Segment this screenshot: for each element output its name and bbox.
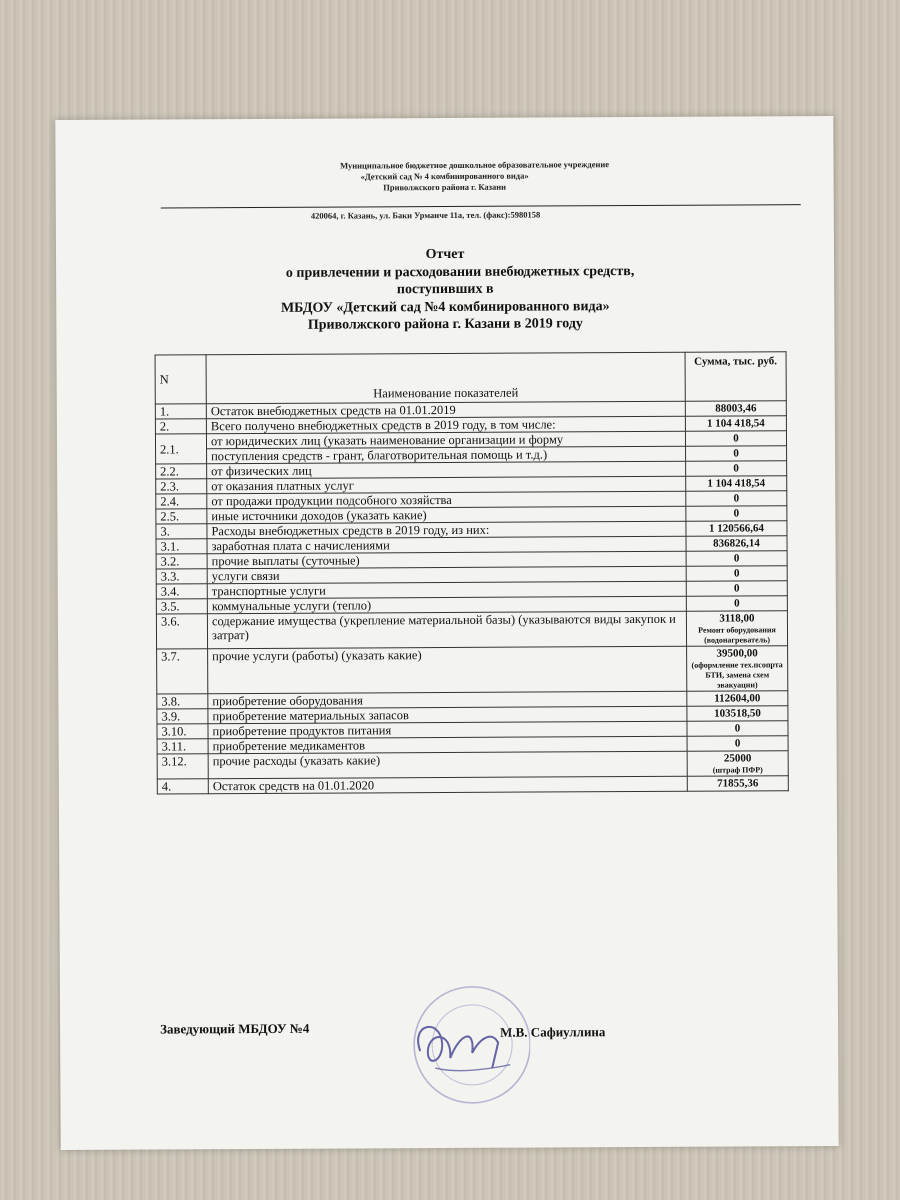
- row-number-cell: 3.7.: [157, 649, 208, 694]
- row-sum-value: 0: [733, 492, 740, 505]
- row-number-cell: 3.9.: [157, 709, 208, 724]
- row-sum-value: 0: [734, 722, 741, 735]
- row-number-cell: 4.: [157, 779, 208, 794]
- row-name-cell: поступления средств - грант, благотворительная помощь и т.д.): [207, 446, 686, 464]
- row-name-cell: от физических лиц: [207, 461, 686, 479]
- row-name-cell: услуги связи: [207, 566, 686, 584]
- row-sum-cell: [687, 691, 788, 707]
- row-sum-cell: [686, 461, 787, 477]
- row-sum-cell: [686, 581, 787, 597]
- row-number-cell: 2.4.: [156, 494, 207, 509]
- row-sum-cell: [686, 596, 787, 612]
- row-number-cell: 3.6.: [156, 614, 207, 649]
- row-sum-value: 1 120566,64: [708, 522, 764, 535]
- row-sum-cell: [686, 611, 787, 647]
- row-sum-cell: [685, 401, 786, 417]
- row-sum-value: 39500,00: [716, 647, 758, 660]
- row-name-cell: приобретение медикаментов: [208, 736, 687, 754]
- row-sum-value: 0: [733, 567, 740, 580]
- row-sum-cell: [687, 706, 788, 722]
- row-name-cell: заработная плата с начислениями: [207, 536, 686, 554]
- row-sum-value: 103518,50: [714, 707, 761, 720]
- row-sum-note: Ремонт оборудования (водонагреватель): [698, 625, 776, 645]
- row-name-cell: приобретение продуктов питания: [208, 721, 687, 739]
- row-number-cell: 2.3.: [156, 479, 207, 494]
- row-number-cell: 3.3.: [156, 569, 207, 584]
- table-row: [157, 751, 788, 779]
- row-name-cell: приобретение оборудования: [208, 691, 687, 709]
- org-address: 420064, г. Казань, ул. Баки Урманче 11а, тел. (факс):5980158: [310, 209, 541, 221]
- row-number-cell: 3.12.: [157, 754, 208, 779]
- row-name-cell: от оказания платных услуг: [207, 476, 686, 494]
- org-name-line: «Детский сад № 4 комбинированного вида»: [360, 170, 529, 182]
- row-name-cell: Остаток внебюджетных средств на 01.01.2019: [206, 401, 685, 419]
- row-sum-cell: [686, 476, 787, 492]
- row-sum-cell: [685, 416, 786, 432]
- organization-header: [56, 158, 834, 195]
- table-row: [156, 611, 787, 649]
- document-page: [55, 116, 838, 1150]
- row-name-cell: Остаток средств на 01.01.2020: [208, 776, 687, 794]
- stamp-signature-icon: [380, 973, 531, 1124]
- header-cell-num: N: [155, 355, 206, 404]
- row-sum-cell: [686, 491, 787, 507]
- row-number-cell: 2.5.: [156, 509, 207, 524]
- row-name-cell: содержание имущества (укрепление материальной базы) (указываются виды закупок и затрат): [207, 611, 686, 649]
- row-name-cell: прочие расходы (указать какие): [208, 751, 687, 779]
- row-sum-value: 0: [734, 737, 741, 750]
- row-sum-value: 3118,00: [719, 612, 755, 625]
- row-sum-cell: [687, 751, 788, 777]
- row-sum-value: 71855,36: [717, 777, 759, 790]
- row-name-cell: Всего получено внебюджетных средств в 2019 году, в том числе:: [206, 416, 685, 434]
- row-number-cell: 3.1.: [156, 539, 207, 554]
- row-sum-note: (штраф ПФР): [712, 765, 763, 775]
- org-district-line: Приволжского района г. Казани: [383, 181, 507, 193]
- row-sum-value: 0: [734, 597, 740, 610]
- header-cell-name: Наименование показателей: [206, 352, 685, 404]
- row-sum-cell: [686, 521, 787, 537]
- row-sum-value: 25000: [723, 752, 752, 765]
- row-number-cell: 3.2.: [156, 554, 207, 569]
- org-name-line: Муниципальное бюджетное дошкольное образовательное учреждение: [340, 159, 610, 171]
- row-sum-value: 0: [733, 582, 740, 595]
- title-line: МБДОУ «Детский сад №4 комбинированного вида»: [280, 298, 610, 316]
- row-sum-value: 112604,00: [714, 692, 761, 705]
- signature-label: Заведующий МБДОУ №4: [160, 1020, 310, 1037]
- signature-name: М.В. Сафиуллина: [500, 1024, 606, 1040]
- row-sum-value: 1 104 418,54: [707, 417, 765, 430]
- row-sum-value: 0: [733, 462, 739, 475]
- row-number-cell: 3.8.: [157, 694, 208, 709]
- row-sum-value: 836826,14: [713, 537, 760, 550]
- row-number-cell: 2.1.: [155, 434, 206, 464]
- table-header-row: [155, 352, 786, 404]
- row-number-cell: 2.: [155, 419, 206, 434]
- row-name-cell: транспортные услуги: [207, 581, 686, 599]
- row-sum-note: (оформление тех.псопрта БТИ, замена схем эвакуации): [691, 660, 783, 690]
- report-table: [155, 351, 789, 794]
- row-sum-cell: [686, 566, 787, 582]
- row-sum-cell: [687, 646, 788, 692]
- row-sum-value: 0: [733, 552, 740, 565]
- row-number-cell: 3.11.: [157, 739, 208, 754]
- header-cell-sum: Сумма, тыс. руб.: [685, 352, 786, 402]
- title-line: Приволжского района г. Казани в 2019 году: [307, 316, 583, 333]
- row-sum-cell: [686, 551, 787, 567]
- row-name-cell: прочие выплаты (суточные): [207, 551, 686, 569]
- row-number-cell: 3.4.: [156, 584, 207, 599]
- row-sum-value: 88003,46: [715, 402, 757, 415]
- row-sum-cell: [685, 431, 786, 447]
- row-sum-value: 0: [733, 447, 739, 460]
- title-line: о привлечении и расходовании внебюджетных средств,: [285, 263, 635, 281]
- row-name-cell: приобретение материальных запасов: [208, 706, 687, 724]
- row-sum-value: 1 104 418,54: [707, 477, 766, 490]
- row-sum-cell: [687, 721, 788, 737]
- row-sum-cell: [687, 776, 788, 792]
- table-row: [157, 646, 788, 694]
- row-sum-cell: [686, 536, 787, 552]
- row-sum-value: 0: [733, 507, 740, 520]
- row-sum-cell: [686, 506, 787, 522]
- row-number-cell: 3.5.: [156, 599, 207, 614]
- row-sum-cell: [687, 736, 788, 752]
- row-name-cell: Расходы внебюджетных средств в 2019 году, из них:: [207, 521, 686, 539]
- row-name-cell: иные источники доходов (указать какие): [207, 506, 686, 524]
- table-row: [157, 776, 788, 794]
- row-name-cell: прочие услуги (работы) (указать какие): [208, 646, 687, 694]
- report-title: [56, 244, 834, 336]
- row-sum-value: 0: [733, 432, 739, 445]
- row-number-cell: 3.: [156, 524, 207, 539]
- row-name-cell: от юридических лиц (указать наименование организации и форму: [206, 431, 685, 449]
- row-number-cell: 3.10.: [157, 724, 208, 739]
- row-number-cell: 1.: [155, 404, 206, 419]
- row-number-cell: 2.2.: [156, 464, 207, 479]
- row-name-cell: коммунальные услуги (тепло): [207, 596, 686, 614]
- row-sum-cell: [686, 446, 787, 462]
- title-line: поступивших в: [396, 281, 494, 298]
- header-divider: [161, 204, 801, 208]
- title-line: Отчет: [425, 246, 465, 263]
- row-name-cell: от продажи продукции подсобного хозяйства: [207, 491, 686, 509]
